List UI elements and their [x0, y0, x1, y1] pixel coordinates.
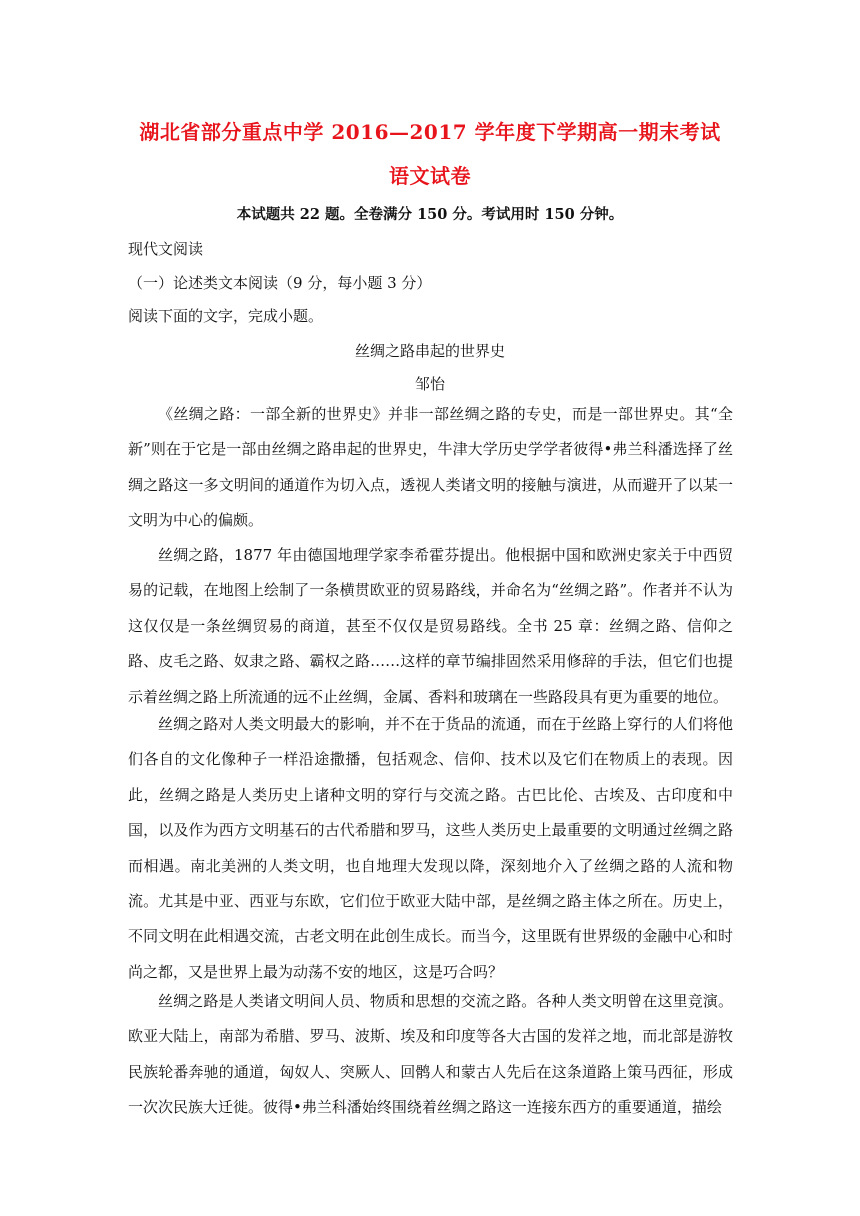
article-author: 邹怡: [414, 375, 445, 393]
reading-instruction: 阅读下面的文字，完成小题。: [128, 307, 324, 325]
article-paragraph: 丝绸之路，1877 年由德国地理学家李希霍芬提出。他根据中国和欧洲史家关于中西贸易的记载，在地图上绘制了一条横贯欧亚的贸易路线，并命名为“丝绸之路”。作者并不认为这仅仅是一条丝绸贸易的商道，甚至不仅仅是贸易路线。全书 25 章：丝绸之路、信仰之路、皮毛之路、奴隶之路、霸权之路……这样的章节编排固然采用修辞的手法，但它们也提示着丝绸之路上所流通的远不止丝绸，金属、香料和玻璃在一些路段具有更为重要的地位。: [128, 546, 733, 706]
section-heading: 现代文阅读: [128, 240, 204, 258]
exam-note: 本试题共 22 题。全卷满分 150 分。考试用时 150 分钟。: [236, 206, 624, 223]
article-paragraph: 丝绸之路是人类诸文明间人员、物质和思想的交流之路。各种人类文明曾在这里竞演。欧亚大陆上，南部为希腊、罗马、波斯、埃及和印度等各大古国的发祥之地，而北部是游牧民族轮番奔驰的通道，匈奴人、突厥人、回鹘人和蒙古人先后在这条道路上策马西征，形成一次次民族大迁徙。彼得•弗兰科潘始终围绕着丝绸之路这一连接东西方的重要通道，描绘: [128, 992, 733, 1117]
exam-title: 湖北省部分重点中学 2016—2017 学年度下学期高一期末考试: [139, 120, 721, 144]
exam-subject-title: 语文试卷: [389, 164, 471, 188]
subsection-heading: （一）论述类文本阅读（9 分，每小题 3 分）: [128, 274, 432, 292]
article-paragraph: 丝绸之路对人类文明最大的影响，并不在于货品的流通，而在于丝路上穿行的人们将他们各自的文化像种子一样沿途撒播，包括观念、信仰、技术以及它们在物质上的表现。因此，丝绸之路是人类历史上诸种文明的穿行与交流之路。古巴比伦、古埃及、古印度和中国，以及作为西方文明基石的古代希腊和罗马，这些人类历史上最重要的文明通过丝绸之路而相遇。南北美洲的人类文明，也自地理大发现以降，深刻地介入了丝绸之路的人流和物流。尤其是中亚、西亚与东欧，它们位于欧亚大陆中部，是丝绸之路主体之所在。历史上，不同文明在此相遇交流，古老文明在此创生成长。而当今，这里既有世界级的金融中心和时尚之都，又是世界上最为动荡不安的地区，这是巧合吗？: [128, 715, 733, 981]
article-title: 丝绸之路串起的世界史: [354, 342, 505, 360]
article-paragraph: 《丝绸之路：一部全新的世界史》并非一部丝绸之路的专史，而是一部世界史。其“全新”则在于它是一部由丝绸之路串起的世界史，牛津大学历史学学者彼得•弗兰科潘选择了丝绸之路这一多文明间的通道作为切入点，透视人类诸文明的接触与演进，从而避开了以某一文明为中心的偏颇。: [128, 405, 733, 530]
